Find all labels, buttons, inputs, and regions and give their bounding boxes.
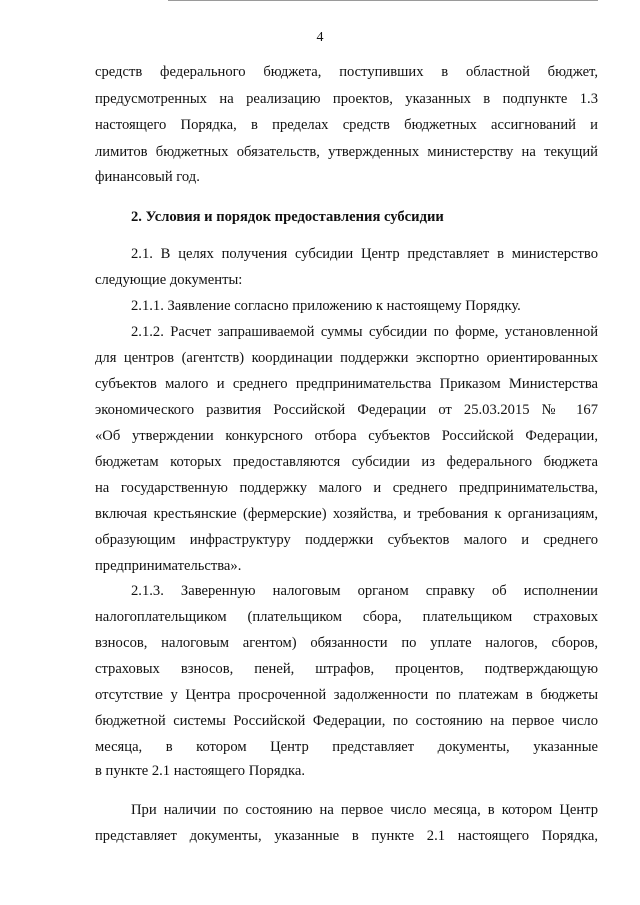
text-line: 2.1.1. Заявление согласно приложению к настоящему Порядку. (131, 298, 521, 314)
text-line: представляет документы, указанные в пункте 2.1 настоящего Порядка, (95, 828, 598, 844)
text-line: предпринимательства». (95, 558, 242, 574)
text-line: месяца, в котором Центр представляет документы, указанные (95, 739, 598, 755)
text-line: на государственную поддержку малого и среднего предпринимательства, (95, 480, 598, 496)
text-line: лимитов бюджетных обязательств, утвержденных министерству на текущий (95, 144, 598, 160)
text-line: экономического развития Российской Федерации от 25.03.2015 № 167 (95, 402, 598, 418)
text-line: 2.1. В целях получения субсидии Центр представляет в министерство (131, 246, 598, 262)
text-line: страховых взносов, пеней, штрафов, процентов, подтверждающую (95, 661, 598, 677)
text-line: субъектов малого и среднего предпринимательства Приказом Министерства (95, 376, 598, 392)
text-line: для центров (агентств) координации поддержки экспортно ориентированных (95, 350, 598, 366)
text-line: отсутствие у Центра просроченной задолженности по платежам в бюджеты (95, 687, 598, 703)
text-line: в пункте 2.1 настоящего Порядка. (95, 763, 305, 779)
text-line: 2.1.2. Расчет запрашиваемой суммы субсидии по форме, установленной (131, 324, 598, 340)
text-line: включая крестьянские (фермерские) хозяйства, и требования к организациям, (95, 506, 598, 522)
text-line: предусмотренных на реализацию проектов, указанных в подпункте 1.3 (95, 91, 598, 107)
text-line: настоящего Порядка, в пределах средств бюджетных ассигнований и (95, 117, 598, 133)
text-line: финансовый год. (95, 169, 200, 185)
text-line: При наличии по состоянию на первое число месяца, в котором Центр (131, 802, 598, 818)
text-line: 2.1.3. Заверенную налоговым органом справку об исполнении (131, 583, 598, 599)
text-line: образующим инфраструктуру поддержки субъектов малого и среднего (95, 532, 598, 548)
text-line: следующие документы: (95, 272, 243, 288)
text-line: бюджетам которых предоставляются субсидии из федерального бюджета (95, 454, 598, 470)
text-line: взносов, налоговым агентом) обязанности по уплате налогов, сборов, (95, 635, 598, 651)
text-line: бюджетной системы Российской Федерации, по состоянию на первое число (95, 713, 598, 729)
text-line: «Об утверждении конкурсного отбора субъектов Российской Федерации, (95, 428, 598, 444)
top-rule (168, 0, 598, 1)
page-number: 4 (316, 30, 324, 45)
text-line: налогоплательщиком (плательщиком сбора, плательщиком страховых (95, 609, 598, 625)
section-heading: 2. Условия и порядок предоставления субсидии (131, 209, 444, 225)
text-line: средств федерального бюджета, поступивших в областной бюджет, (95, 64, 598, 80)
